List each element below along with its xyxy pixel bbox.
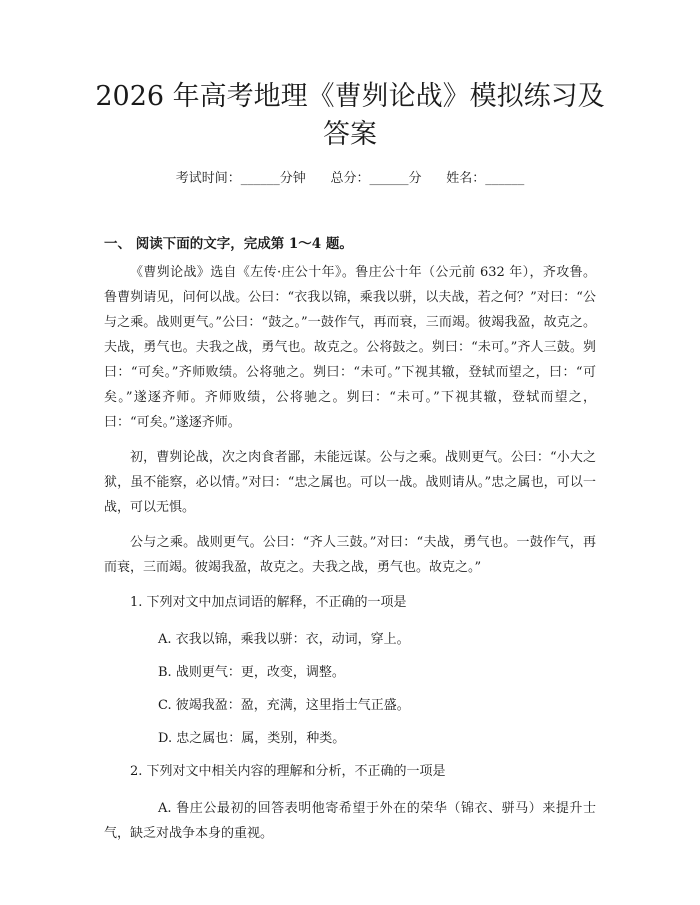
passage-paragraph-1: 《曹刿论战》选自《左传·庄公十年》。鲁庄公十年（公元前 632 年），齐攻鲁。鲁曹刿请见，问何以战。公曰：“衣我以锦，乘我以骈，以夫战，若之何？”对曰：“公与之乘。战则更气。”公曰：“鼓之。”一鼓作气，再而衰，三而竭。彼竭我盈，故克之。夫战，勇气也。夫我之战，勇气也。故克之。公将鼓之。刿曰：“未可。”齐人三鼓。刿曰：“可矣。”齐师败绩。公将驰之。刿曰：“未可。”下视其辙，登轼而望之，曰：“可矣。”遂逐齐师。齐师败绩，公将驰之。刿曰：“未可。”下视其辙，登轼而望之，曰：“可矣。”遂逐齐师。 [104, 265, 596, 430]
passage-paragraph-2: 初，曹刿论战，次之肉食者鄙，未能远谋。公与之乘。战则更气。公曰：“小大之狱，虽不能察，必以情。”对曰：“忠之属也。可以一战。战则请从。”忠之属也，可以一战，可以无惧。 [104, 450, 596, 515]
question-1-option-c: C. 彼竭我盈：盈，充满，这里指士气正盛。 [158, 698, 410, 713]
exam-info-line: 考试时间：______分钟 总分：______分 姓名：______ [175, 171, 525, 186]
document-title: 2026 年高考地理《曹刿论战》模拟练习及答案 [95, 81, 605, 150]
passage-paragraph-3: 公与之乘。战则更气。公曰：“齐人三鼓。”对曰：“夫战，勇气也。一鼓作气，再而衰，三而竭。彼竭我盈，故克之。夫我之战，勇气也。故克之。” [104, 535, 596, 575]
section-heading: 一、 阅读下面的文字，完成第 1～4 题。 [104, 236, 353, 252]
document-body [104, 260, 596, 854]
question-1-option-d: D. 忠之属也：属，类别，种类。 [158, 731, 346, 746]
question-1: 1. 下列对文中加点词语的解释，不正确的一项是 [130, 595, 407, 610]
question-1-option-a: A. 衣我以锦，乘我以骈：衣，动词，穿上。 [158, 632, 410, 647]
question-1-option-b: B. 战则更气：更，改变，调整。 [158, 665, 345, 680]
question-2: 2. 下列对文中相关内容的理解和分析，不正确的一项是 [130, 764, 446, 779]
question-2-option-a: A. 鲁庄公最初的回答表明他寄希望于外在的荣华（锦衣、骈马）来提升士气，缺乏对战争本身的重视。 [104, 801, 596, 841]
